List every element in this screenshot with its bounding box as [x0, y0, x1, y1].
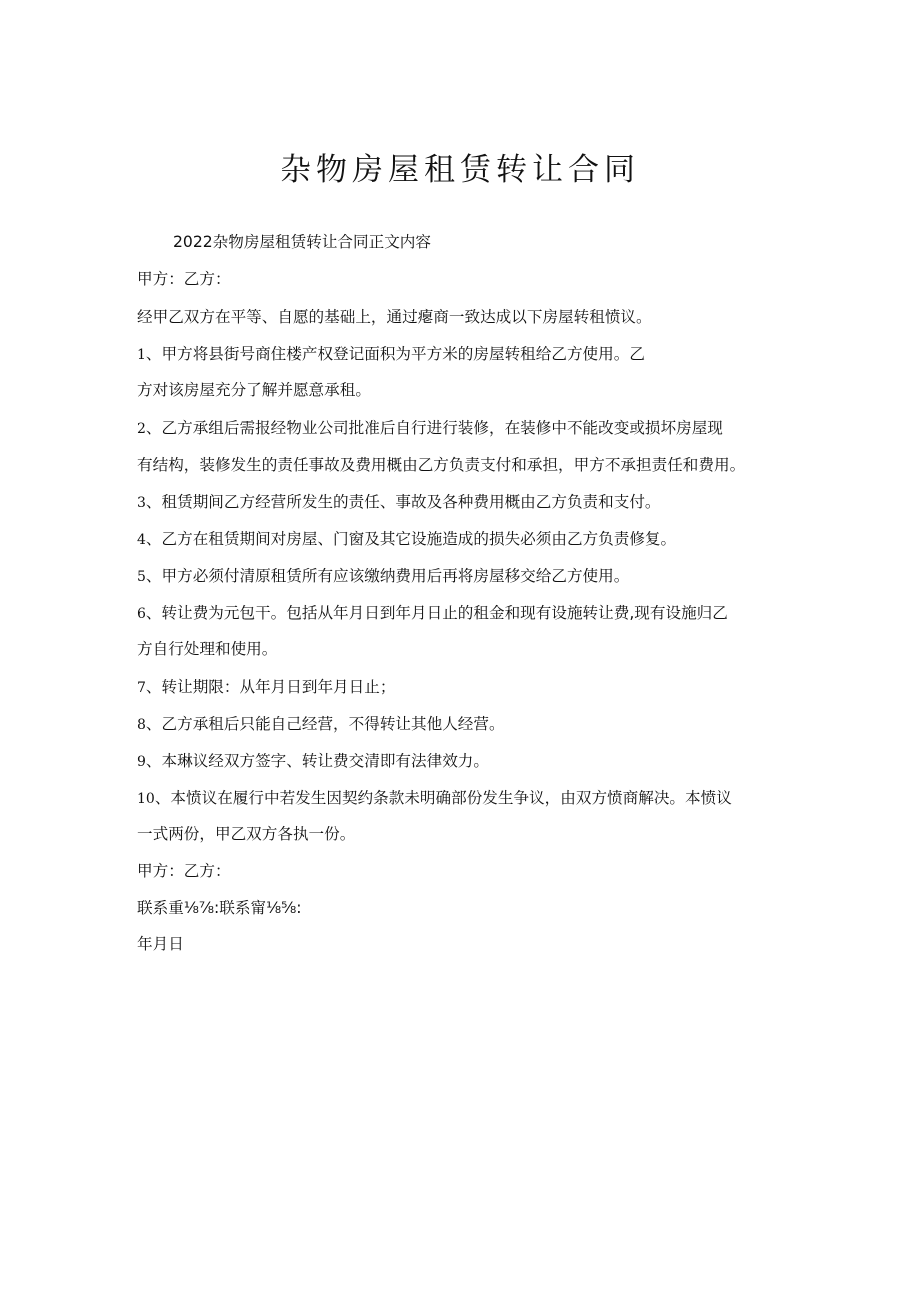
clause-number: 1	[137, 347, 146, 363]
clause-6-line-2: 方自行处理和使用。	[137, 640, 278, 658]
clause-number: 3	[137, 495, 146, 511]
clause-1-line-1	[137, 342, 797, 367]
clause-text: 、转让期限：从年月日到年月日止；	[145, 678, 396, 696]
clause-1-line-2: 方对该房屋充分了解并愿意承租。	[137, 381, 371, 399]
clause-text: 、甲方必须付清原租赁所有应该缴纳费用后再将房屋移交给乙方使用。	[145, 567, 630, 585]
clause-number: 5	[137, 569, 146, 585]
clause-text: 、本愤议在履行中若发生因契约条款未明确部份发生争议，由双方愤商解决。本愤议	[154, 789, 732, 807]
clause-2-line-2: 有结构，装修发生的责任事故及费用概由乙方负责支付和承担，甲方不承担责任和费用。	[137, 456, 746, 474]
clause-5	[137, 564, 797, 589]
clause-10-line-2: 一式两份，甲乙双方各执一份。	[137, 825, 356, 843]
document-title: 杂物房屋租赁转让合同	[280, 152, 640, 188]
clause-number: 6	[137, 606, 146, 622]
clause-10-line-1	[137, 786, 797, 811]
clause-number: 2	[137, 421, 146, 437]
clause-number: 7	[137, 680, 146, 696]
contact-line: 联系重⅛⅞:联系甯⅛⅝:	[137, 899, 302, 917]
signature-parties: 甲方：乙方：	[137, 862, 231, 880]
clause-9	[137, 749, 797, 774]
clause-text: 、甲方将县街号商住楼产权登记面积为平方米的房屋转租给乙方使用。乙	[145, 345, 645, 363]
clause-2-line-1	[137, 416, 797, 441]
clause-number: 8	[137, 717, 146, 733]
document-subtitle: 2022杂物房屋租赁转让合同正文内容	[173, 233, 431, 251]
clause-8	[137, 712, 797, 737]
clause-text: 、乙方承组后需报经物业公司批准后自行进行装修，在装修中不能改变或损坏房屋现	[145, 419, 723, 437]
clause-text: 、乙方在租赁期间对房屋、门窗及其它设施造成的损失必须由乙方负责修复。	[145, 530, 677, 548]
clause-text: 、转让费为元包干。包括从年月日到年月日止的租金和现有设施转让费,现有设施归乙	[145, 604, 728, 622]
clause-text: 、乙方承租后只能自己经营，不得转让其他人经营。	[145, 715, 505, 733]
clause-text: 、本琳议经双方签字、转让费交清即有法律效力。	[145, 752, 489, 770]
clause-text: 、租赁期间乙方经营所发生的责任、事故及各种费用概由乙方负责和支付。	[145, 493, 661, 511]
clause-4	[137, 527, 797, 552]
clause-number: 9	[137, 754, 146, 770]
parties-header: 甲方：乙方：	[137, 270, 231, 288]
clause-number: 4	[137, 532, 146, 548]
clause-number: 10	[137, 791, 155, 807]
intro-paragraph: 经甲乙双方在平等、自愿的基础上，通过瘪商一致达成以下房屋转租愤议。	[137, 308, 652, 326]
date-line: 年月日	[137, 935, 184, 953]
clause-7	[137, 675, 797, 700]
clause-6-line-1	[137, 601, 797, 626]
clause-3	[137, 490, 797, 515]
